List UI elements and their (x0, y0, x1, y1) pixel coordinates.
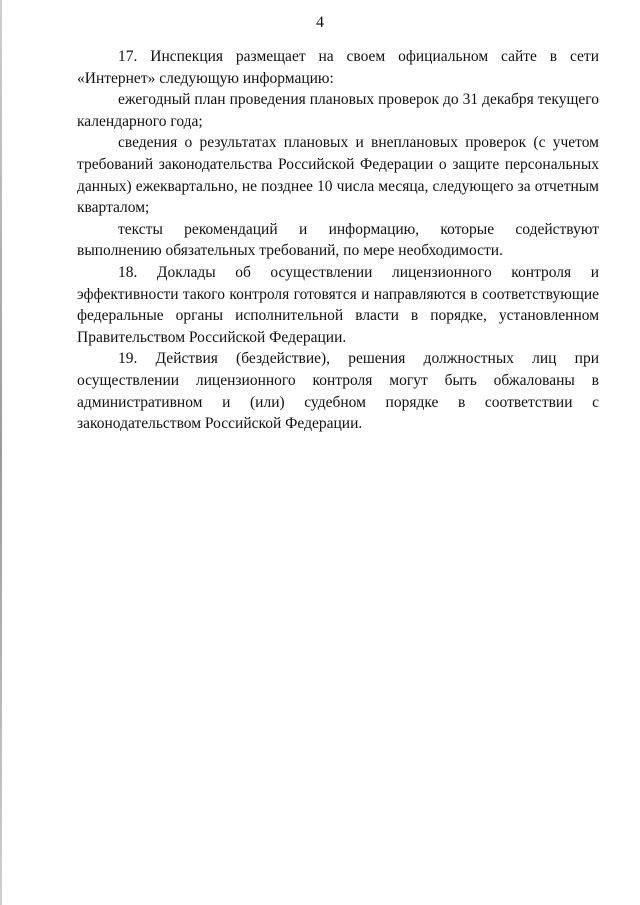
paragraph-19: 19. Действия (бездействие), решения должностных лиц при осуществлении лицензионного контроля могут быть обжалованы в административном и (или) судебном порядке в соответствии с законодательством Российской Федерации. (77, 350, 599, 433)
page-number: 4 (316, 14, 324, 31)
paragraph-17: 17. Инспекция размещает на своем официальном сайте в сети «Интернет» следующую информацию: (77, 48, 599, 87)
paragraph-18: 18. Доклады об осуществлении лицензионного контроля и эффективности такого контроля готовятся и направляются в соответствующие федеральные органы исполнительной власти в порядке, установленном Правительством Российской Федерации. (77, 263, 599, 346)
paragraph-recommendations: тексты рекомендаций и информацию, которые содействуют выполнению обязательных требований, по мере необходимости. (77, 220, 599, 260)
document-body (77, 46, 599, 435)
paragraph-annual-plan: ежегодный план проведения плановых проверок до 31 декабря текущего календарного года; (77, 91, 599, 130)
paragraph-inspection-results: сведения о результатах плановых и внеплановых проверок (с учетом требований законодательства Российской Федерации о защите персональных данных) ежеквартально, не позднее 10 числа месяца, следующего за отчетным кварталом; (77, 134, 599, 217)
scan-edge-shadow (0, 0, 2, 905)
